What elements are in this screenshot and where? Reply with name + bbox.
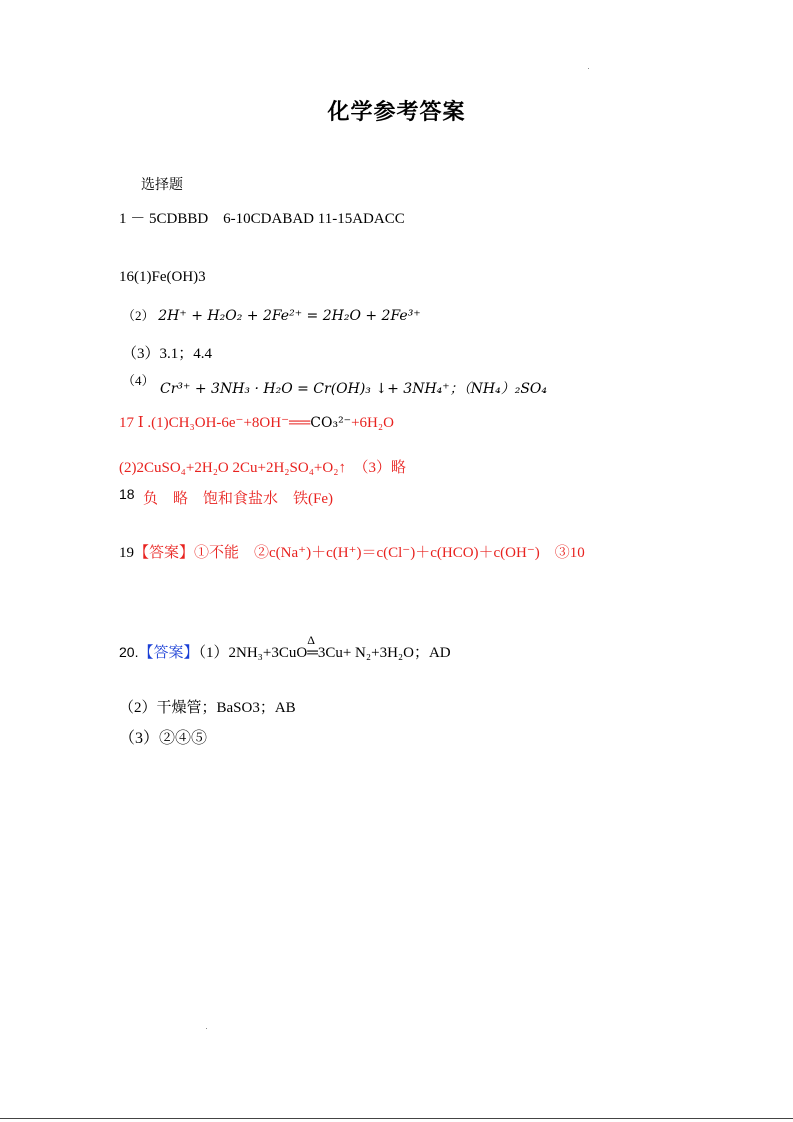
q20-part3: （3）②④⑤	[119, 730, 208, 747]
choice-heading: 选择题	[141, 177, 183, 193]
q16-part1: 16(1)Fe(OH)3	[119, 269, 206, 285]
delta-symbol: Δ	[307, 633, 315, 647]
q17-part2: (2)2CuSO₄+2H₂O 2Cu+2H₂SO₄+O₂↑ （3）略	[119, 460, 406, 476]
q19-answer: ①不能 ②c(Na⁺)＋c(H⁺)＝c(Cl⁻)＋c(HCO)＋c(OH⁻) ③10	[194, 545, 585, 561]
q17-part1	[119, 413, 394, 432]
q20-part2: （2）干燥管；BaSO3；AB	[119, 700, 296, 716]
scan-speck	[588, 68, 589, 69]
q16-part3: （3）3.1；4.4	[122, 346, 213, 362]
q17-part1-prefix: 17 Ⅰ .(1)CH₃OH-6e⁻+8OH⁻══	[119, 415, 311, 431]
q19	[119, 541, 585, 562]
q20-tag: 【答案】	[138, 645, 199, 661]
q16-part4-label: （4）	[122, 373, 155, 388]
q16-part4-equation: Cr³⁺ + 3NH₃ · H₂O = Cr(OH)₃ ↓+ 3NH₄⁺；（NH₄）₂SO₄	[160, 381, 548, 397]
q16-part2-equation: 2H⁺ + H₂O₂ + 2Fe²⁺ = 2H₂O + 2Fe³⁺	[158, 308, 421, 324]
page-bottom-rule	[0, 1118, 793, 1119]
choice-answers: 1 － 5CDBBD 6-10CDABAD 11-15ADACC	[119, 211, 405, 227]
q20-part1	[119, 633, 451, 662]
q16-part2	[122, 305, 421, 325]
q18-number: 18	[119, 486, 135, 502]
q20-number: 20.	[119, 644, 139, 660]
q20-part1-reactants: （1）2NH₃+3CuO	[198, 645, 308, 661]
carbonate-ion: CO₃²⁻	[310, 415, 352, 431]
page-title: 化学参考答案	[327, 100, 466, 125]
q19-tag: 【答案】	[134, 545, 195, 561]
q19-number: 19	[119, 545, 134, 561]
scan-speck	[206, 1028, 207, 1029]
q17-part1-suffix: +6H₂O	[351, 415, 394, 431]
equals-sign: ═	[307, 645, 318, 661]
q18-answer: 负 略 饱和食盐水 铁(Fe)	[143, 491, 333, 507]
heat-condition	[307, 633, 318, 662]
q16-part2-label: （2）	[122, 308, 155, 323]
q20-part1-products: 3Cu+ N₂+3H₂O；AD	[317, 645, 451, 661]
